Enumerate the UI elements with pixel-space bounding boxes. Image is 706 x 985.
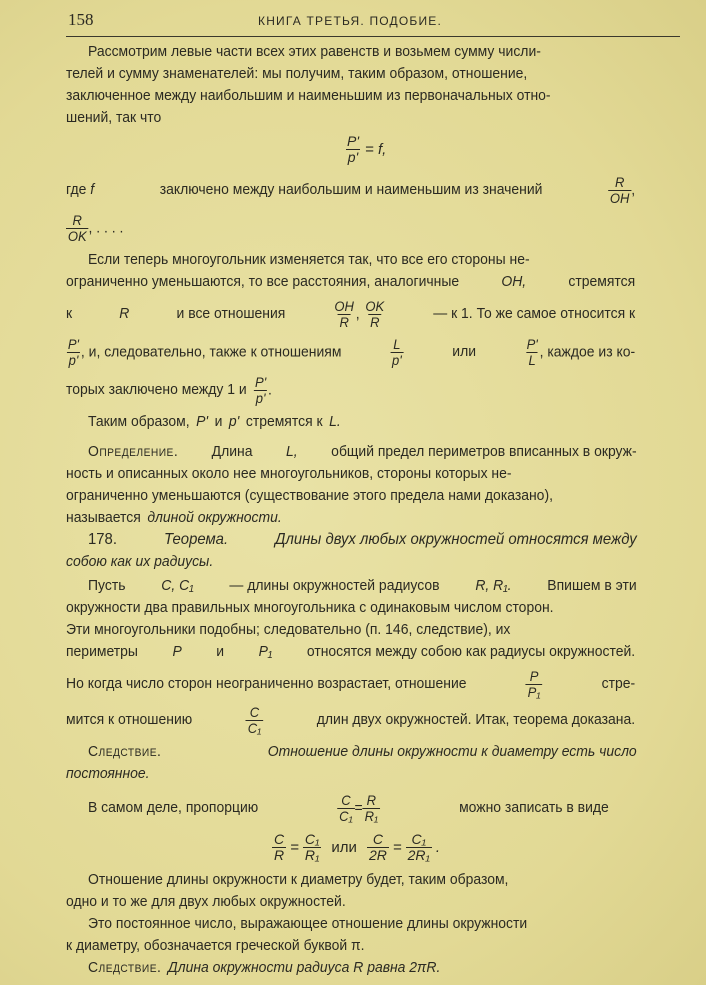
text-segment: OH <box>334 297 354 314</box>
text-line <box>66 508 635 528</box>
fraction <box>333 299 356 330</box>
text-segment: Эти многоугольники подобны; следовательно (п. 146, следствие), их <box>66 621 511 638</box>
text-segment: . <box>435 839 441 856</box>
fraction <box>345 134 361 165</box>
text-line <box>66 211 635 244</box>
text-segment: постоянное. <box>66 765 150 782</box>
text-segment: C <box>249 703 260 720</box>
text-line <box>66 892 635 912</box>
text-group <box>337 793 380 824</box>
text-group <box>66 180 94 200</box>
text-line <box>66 667 636 700</box>
text-segment: к <box>66 305 73 322</box>
text-segment: C₁ <box>339 807 353 824</box>
text-segment: стремятся к <box>245 413 323 430</box>
text-segment: P' <box>196 413 209 430</box>
text-segment: телей и сумму знаменателей: мы получим, таким образом, отношение, <box>66 65 528 82</box>
text-line <box>66 272 635 292</box>
text-line <box>66 335 636 368</box>
text-group <box>66 337 341 368</box>
text-line <box>88 870 637 890</box>
text-segment: одно и то же для двух любых окружностей. <box>66 893 346 910</box>
theorem-heading <box>88 530 637 550</box>
text-segment: C₁ <box>247 719 262 736</box>
text-segment: Это постоянное число, выражающее отношение длины окружности <box>88 915 528 932</box>
text-segment: общий предел периметров вписанных в окруж- <box>331 443 637 460</box>
text-segment: можно записать в виде <box>459 799 609 816</box>
fraction <box>246 705 263 736</box>
text-segment: P₁ <box>258 643 273 660</box>
text-segment: L. <box>329 413 341 430</box>
fraction <box>66 213 89 244</box>
text-group <box>525 337 635 368</box>
text-segment: Рассмотрим левые части всех этих равенств и возьмем сумму числи- <box>88 43 541 60</box>
text-segment: = f, <box>365 141 387 158</box>
text-segment: — к 1. То же самое относится к <box>433 305 636 322</box>
text-line <box>66 64 635 84</box>
text-segment: Следствие. <box>88 959 162 976</box>
text-segment: R, R₁. <box>475 577 512 594</box>
text-segment: Следствие. <box>88 743 162 760</box>
text-segment: и все отношения <box>176 305 286 322</box>
text-segment: R <box>274 847 285 863</box>
text-segment: C, C₁ <box>161 577 194 594</box>
text-segment: , . . . . <box>88 218 124 236</box>
text-segment: Теорема. <box>163 531 229 548</box>
text-segment: f <box>90 181 95 198</box>
text-line <box>66 764 635 784</box>
text-segment: P' <box>347 133 360 149</box>
text-segment: Отношение длины окружности к диаметру будет, таким образом, <box>88 871 509 888</box>
text-segment: R₁ <box>364 807 379 824</box>
text-segment: Пусть <box>88 577 126 594</box>
text-segment: OH, <box>501 273 527 290</box>
text-segment: или <box>452 343 477 360</box>
text-segment: стре- <box>601 675 636 692</box>
text-line <box>66 703 636 736</box>
text-segment: и <box>214 413 223 430</box>
fraction <box>406 832 432 863</box>
text-line <box>66 620 635 640</box>
text-segment: R <box>119 305 130 322</box>
fraction <box>363 793 380 824</box>
text-line <box>88 958 637 978</box>
text-line <box>66 552 635 572</box>
text-segment: В самом деле, пропорцию <box>88 799 259 816</box>
text-line <box>88 412 637 432</box>
text-segment: длиной окружности. <box>147 509 282 526</box>
text-segment: P <box>172 643 182 660</box>
text-line <box>88 791 609 824</box>
text-segment: P' <box>255 373 267 390</box>
text-segment: P <box>529 667 539 684</box>
fraction <box>272 832 286 863</box>
text-line <box>66 373 635 406</box>
text-segment: Таким образом, <box>88 413 190 430</box>
text-segment: длин двух окружностей. Итак, теорема доказана. <box>316 711 636 728</box>
text-segment: C <box>274 831 285 847</box>
text-segment: C <box>372 831 383 847</box>
text-line <box>66 108 635 128</box>
text-segment: заключенное между наибольшим и наименьшим из первоначальных отно- <box>66 87 551 104</box>
text-line <box>66 464 635 484</box>
text-segment: C <box>341 791 351 808</box>
text-line <box>88 914 637 934</box>
text-segment: Определение. <box>88 443 179 460</box>
text-segment: p' <box>255 389 266 406</box>
fraction <box>337 793 354 824</box>
text-segment: OK <box>365 297 385 314</box>
text-segment: R <box>614 173 625 190</box>
fraction <box>66 337 81 368</box>
text-segment: ограниченно уменьшаются (существование этого предела нами доказано), <box>66 487 553 504</box>
fraction <box>608 175 631 206</box>
text-segment: R <box>370 313 380 330</box>
fraction <box>526 669 543 700</box>
text-segment: C₁ <box>304 831 320 847</box>
text-segment: Если теперь многоугольник изменяется так, что все его стороны не- <box>88 251 530 268</box>
text-line <box>66 642 635 662</box>
text-segment: мится к отношению <box>66 711 193 728</box>
text-segment: Длины двух любых окружностей относятся между <box>275 531 637 548</box>
text-segment: периметры <box>66 643 138 660</box>
text-group: $\frac{OH}{R}$ , $\frac{OK}{R}$ <box>334 297 385 330</box>
text-line <box>88 42 637 62</box>
text-segment: , и, следовательно, также к отношениям <box>80 342 342 360</box>
text-segment: = <box>392 839 402 856</box>
text-line <box>66 173 636 206</box>
text-segment: p' <box>347 149 359 165</box>
text-line <box>66 598 635 618</box>
text-segment: 2R <box>368 847 387 863</box>
text-segment: 178. <box>88 531 117 548</box>
text-segment: P' <box>67 335 80 352</box>
text-segment: L, <box>286 443 298 460</box>
text-line <box>66 486 635 506</box>
text-line <box>88 250 637 270</box>
text-segment: где <box>66 181 87 198</box>
text-segment: R₁ <box>304 847 320 863</box>
text-segment: R <box>72 211 82 228</box>
text-segment: к диаметру, обозначается греческой буквой π. <box>66 937 365 954</box>
text-line <box>88 442 637 462</box>
text-segment: = <box>354 798 363 816</box>
fraction <box>367 832 389 863</box>
text-group <box>66 213 123 244</box>
text-segment: окружности два правильных многоугольника с одинаковым числом сторон. <box>66 599 554 616</box>
text-segment: p' <box>68 351 79 368</box>
text-segment: , <box>631 180 636 198</box>
running-title: КНИГА ТРЕТЬЯ. ПОДОБИЕ. <box>258 14 443 28</box>
text-segment: R <box>339 313 349 330</box>
text-line <box>88 742 637 762</box>
fraction <box>390 337 403 368</box>
text-segment: Впишем в эти <box>547 577 637 594</box>
text-segment: . <box>268 380 272 398</box>
text-segment: , каждое из ко- <box>539 342 636 360</box>
text-segment: ность и описанных около нее многоугольников, стороны которых не- <box>66 465 512 482</box>
formula-ratios <box>272 832 440 863</box>
header-rule <box>66 36 680 37</box>
text-line <box>66 86 635 106</box>
formula-p-ratio <box>345 134 386 165</box>
text-segment: или <box>331 839 357 856</box>
text-segment: собою как их радиусы. <box>66 553 214 570</box>
text-segment: p' <box>228 413 240 430</box>
text-line <box>88 576 637 596</box>
text-segment: = <box>290 839 299 856</box>
fraction <box>253 375 268 406</box>
text-segment: торых заключено между 1 и <box>66 381 247 398</box>
text-segment: L <box>393 335 401 352</box>
fraction <box>364 299 387 330</box>
text-segment: Длина окружности радиуса R равна 2πR. <box>167 959 441 976</box>
page-number: 158 <box>68 10 94 29</box>
text-group <box>253 375 272 406</box>
text-segment: заключено между наибольшим и наименьшим из значений <box>159 181 543 198</box>
text-segment: Но когда число сторон неограниченно возрастает, отношение <box>66 675 467 692</box>
text-group <box>608 175 635 206</box>
text-segment: P₁ <box>527 683 541 700</box>
text-line <box>66 936 635 956</box>
text-segment: — длины окружностей радиусов <box>229 577 440 594</box>
text-segment: относятся между собою как радиусы окружностей. <box>306 643 636 660</box>
text-segment: Отношение длины окружности к диаметру есть число <box>267 743 637 760</box>
text-segment: 2R₁ <box>407 847 430 863</box>
text-segment: L <box>528 351 536 368</box>
text-segment: p' <box>392 351 402 368</box>
text-line <box>66 297 636 330</box>
text-segment: Длина <box>211 443 253 460</box>
text-segment: C₁ <box>411 831 427 847</box>
text-segment: OK <box>67 227 87 244</box>
text-segment: R <box>366 791 377 808</box>
text-segment: стремятся <box>568 273 636 290</box>
fraction <box>525 337 540 368</box>
fraction <box>303 832 322 863</box>
text-segment: называется <box>66 509 141 526</box>
text-segment: OH <box>609 189 630 206</box>
text-segment: ограниченно уменьшаются, то все расстояния, аналогичные <box>66 273 460 290</box>
text-segment: P' <box>526 335 538 352</box>
text-segment: и <box>216 643 225 660</box>
text-segment: шений, так что <box>66 109 162 126</box>
